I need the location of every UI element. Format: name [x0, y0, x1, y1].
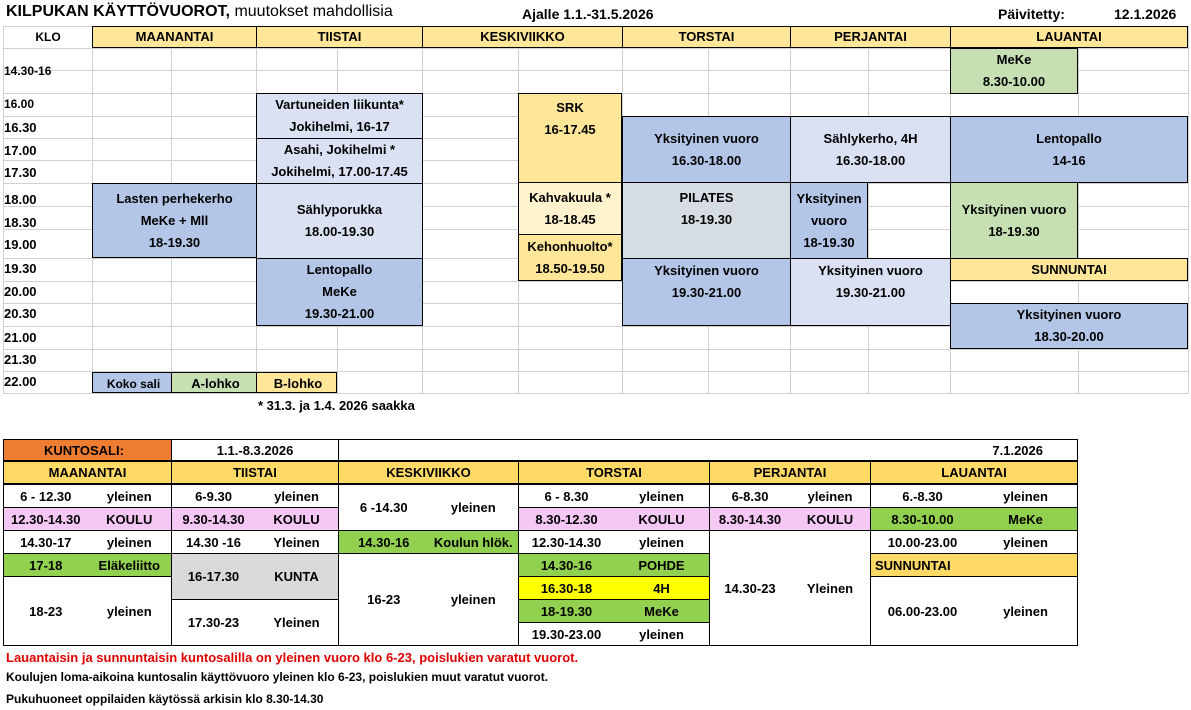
time-label: 16.30 [4, 120, 37, 135]
day-header-sat: LAUANTAI [950, 26, 1188, 48]
note-locker-rooms: Pukuhuoneet oppilaiden käytössä arkisin klo 8.30-14.30 [6, 692, 324, 706]
time-label: 22.00 [4, 374, 37, 389]
kuntosali-slot: 18-19.30 MeKe [518, 599, 710, 623]
legend-b-lohko: B-lohko [256, 372, 337, 393]
kuntosali-day-header: TORSTAI [518, 461, 710, 484]
kuntosali-slot: 6-8.30 yleinen [709, 484, 871, 508]
note-weekend: Lauantaisin ja sunnuntaisin kuntosalilla on yleinen vuoro klo 6-23, poislukien varatut vuorot. [6, 650, 579, 665]
event-kehonhuolto: Kehonhuolto* 18.50-19.50 [518, 234, 622, 281]
kuntosali-slot: 6 -14.30 yleinen [338, 484, 519, 531]
time-label: 21.30 [4, 352, 37, 367]
kuntosali-slot: 6.-8.30 yleinen [870, 484, 1078, 508]
event-yksityinen-sat: Yksityinen vuoro 18-19.30 [950, 182, 1078, 259]
kuntosali-slot: 8.30-12.30 KOULU [518, 507, 710, 531]
kuntosali-day-header: PERJANTAI [709, 461, 871, 484]
event-yksityinen-sun: Yksityinen vuoro 18.30-20.00 [950, 303, 1188, 349]
kuntosali-date: 7.1.2026 [338, 439, 1078, 461]
kuntosali-day-header: LAUANTAI [870, 461, 1078, 484]
time-label: 16.00 [4, 97, 35, 111]
kuntosali-slot: 12.30-14.30 yleinen [518, 530, 710, 554]
title-text: KILPUKAN KÄYTTÖVUOROT, [6, 3, 230, 20]
footnote: * 31.3. ja 1.4. 2026 saakka [258, 398, 415, 413]
kuntosali-slot: 14.30-16 POHDE [518, 553, 710, 577]
event-sahlykerho: Sählykerho, 4H 16.30-18.00 [790, 116, 951, 183]
legend-a-lohko: A-lohko [171, 372, 257, 393]
time-label: 14.30-16 [4, 64, 52, 78]
event-perhekerho: Lasten perhekerho MeKe + Mll 18-19.30 [92, 183, 257, 258]
kuntosali-slot: 16-17.30 KUNTA [171, 553, 339, 600]
kuntosali-slot: 6 - 8.30 yleinen [518, 484, 710, 508]
kuntosali-slot: 8.30-14.30 KOULU [709, 507, 871, 531]
event-yksityinen-thu-1: Yksityinen vuoro 16.30-18.00 [622, 116, 791, 183]
event-yksityinen-fri-1: Yksityinen vuoro 18-19.30 [790, 182, 868, 259]
event-asahi: Asahi, Jokihelmi * Jokihelmi, 17.00-17.45 [256, 138, 423, 184]
event-sahlyporukka: Sählyporukka 18.00-19.30 [256, 183, 423, 259]
kuntosali-slot: 6 - 12.30 yleinen [3, 484, 172, 508]
kuntosali-slot: 6-9.30 yleinen [171, 484, 339, 508]
kuntosali-slot: 16.30-18 4H [518, 576, 710, 600]
time-label: 20.30 [4, 306, 37, 321]
kuntosali-slot: 14.30-23 Yleinen [709, 530, 871, 646]
event-yksityinen-thu-2: Yksityinen vuoro 19.30-21.00 [622, 258, 791, 326]
day-header-fri: PERJANTAI [790, 26, 951, 48]
event-srk: SRK 16-17.45 [518, 93, 622, 183]
kuntosali-slot: 18-23 yleinen [3, 576, 172, 646]
event-lentopallo-sat: Lentopallo 14-16 [950, 116, 1188, 183]
kuntosali-day-header: KESKIVIIKKO [338, 461, 519, 484]
time-label: 18.30 [4, 215, 37, 230]
kuntosali-slot: 16-23 yleinen [338, 553, 519, 646]
subtitle-text: muutokset mahdollisia [234, 3, 393, 20]
updated-date: 12.1.2026 [1114, 6, 1177, 22]
day-header-tue: TIISTAI [256, 26, 423, 48]
time-label: 19.30 [4, 261, 37, 276]
event-kahvakuula: Kahvakuula * 18-18.45 [518, 182, 622, 235]
legend-koko-sali: Koko sali [92, 372, 172, 393]
kuntosali-day-header: MAANANTAI [3, 461, 172, 484]
time-label: 18.00 [4, 192, 37, 207]
kuntosali-slot: 8.30-10.00 MeKe [870, 507, 1078, 531]
event-yksityinen-fri-2: Yksityinen vuoro 19.30-21.00 [790, 258, 951, 326]
kuntosali-slot: 14.30 -16 Yleinen [171, 530, 339, 554]
time-label: 21.00 [4, 330, 37, 345]
klo-header: KLO [35, 30, 61, 44]
kuntosali-sunday-header: SUNNUNTAI [870, 553, 1078, 577]
kuntosali-slot: 9.30-14.30 KOULU [171, 507, 339, 531]
kuntosali-slot: 06.00-23.00 yleinen [870, 576, 1078, 646]
time-label: 19.00 [4, 237, 37, 252]
day-header-wed: KESKIVIIKKO [422, 26, 623, 48]
kuntosali-slot: 12.30-14.30 KOULU [3, 507, 172, 531]
kuntosali-slot: 19.30-23.00 yleinen [518, 622, 710, 646]
kuntosali-slot: 14.30-17 yleinen [3, 530, 172, 554]
time-label: 17.00 [4, 143, 37, 158]
kuntosali-slot: 17-18 Eläkeliitto [3, 553, 172, 577]
sunday-header: SUNNUNTAI [950, 258, 1188, 281]
kuntosali-label: KUNTOSALI: [3, 439, 172, 461]
event-meke-sat: MeKe 8.30-10.00 [950, 48, 1078, 94]
event-pilates: PILATES 18-19.30 [622, 182, 791, 259]
day-header-mon: MAANANTAI [92, 26, 257, 48]
note-holiday: Koulujen loma-aikoina kuntosalin käyttövuoro yleinen klo 6-23, poislukien muut varatut vuorot. [6, 670, 549, 684]
kuntosali-period: 1.1.-8.3.2026 [171, 439, 339, 461]
period-label: Ajalle 1.1.-31.5.2026 [522, 6, 654, 22]
kuntosali-day-header: TIISTAI [171, 461, 339, 484]
day-header-thu: TORSTAI [622, 26, 791, 48]
time-label: 20.00 [4, 284, 37, 299]
event-vartuneet: Vartuneiden liikunta* Jokihelmi, 16-17 [256, 93, 423, 139]
event-lentopallo-tue: Lentopallo MeKe 19.30-21.00 [256, 258, 423, 326]
kuntosali-slot: 10.00-23.00 yleinen [870, 530, 1078, 554]
kuntosali-slot: 17.30-23 Yleinen [171, 599, 339, 646]
time-label: 17.30 [4, 165, 37, 180]
kuntosali-slot: 14.30-16 Koulun hlök. [338, 530, 519, 554]
updated-label: Päivitetty: [998, 6, 1065, 22]
